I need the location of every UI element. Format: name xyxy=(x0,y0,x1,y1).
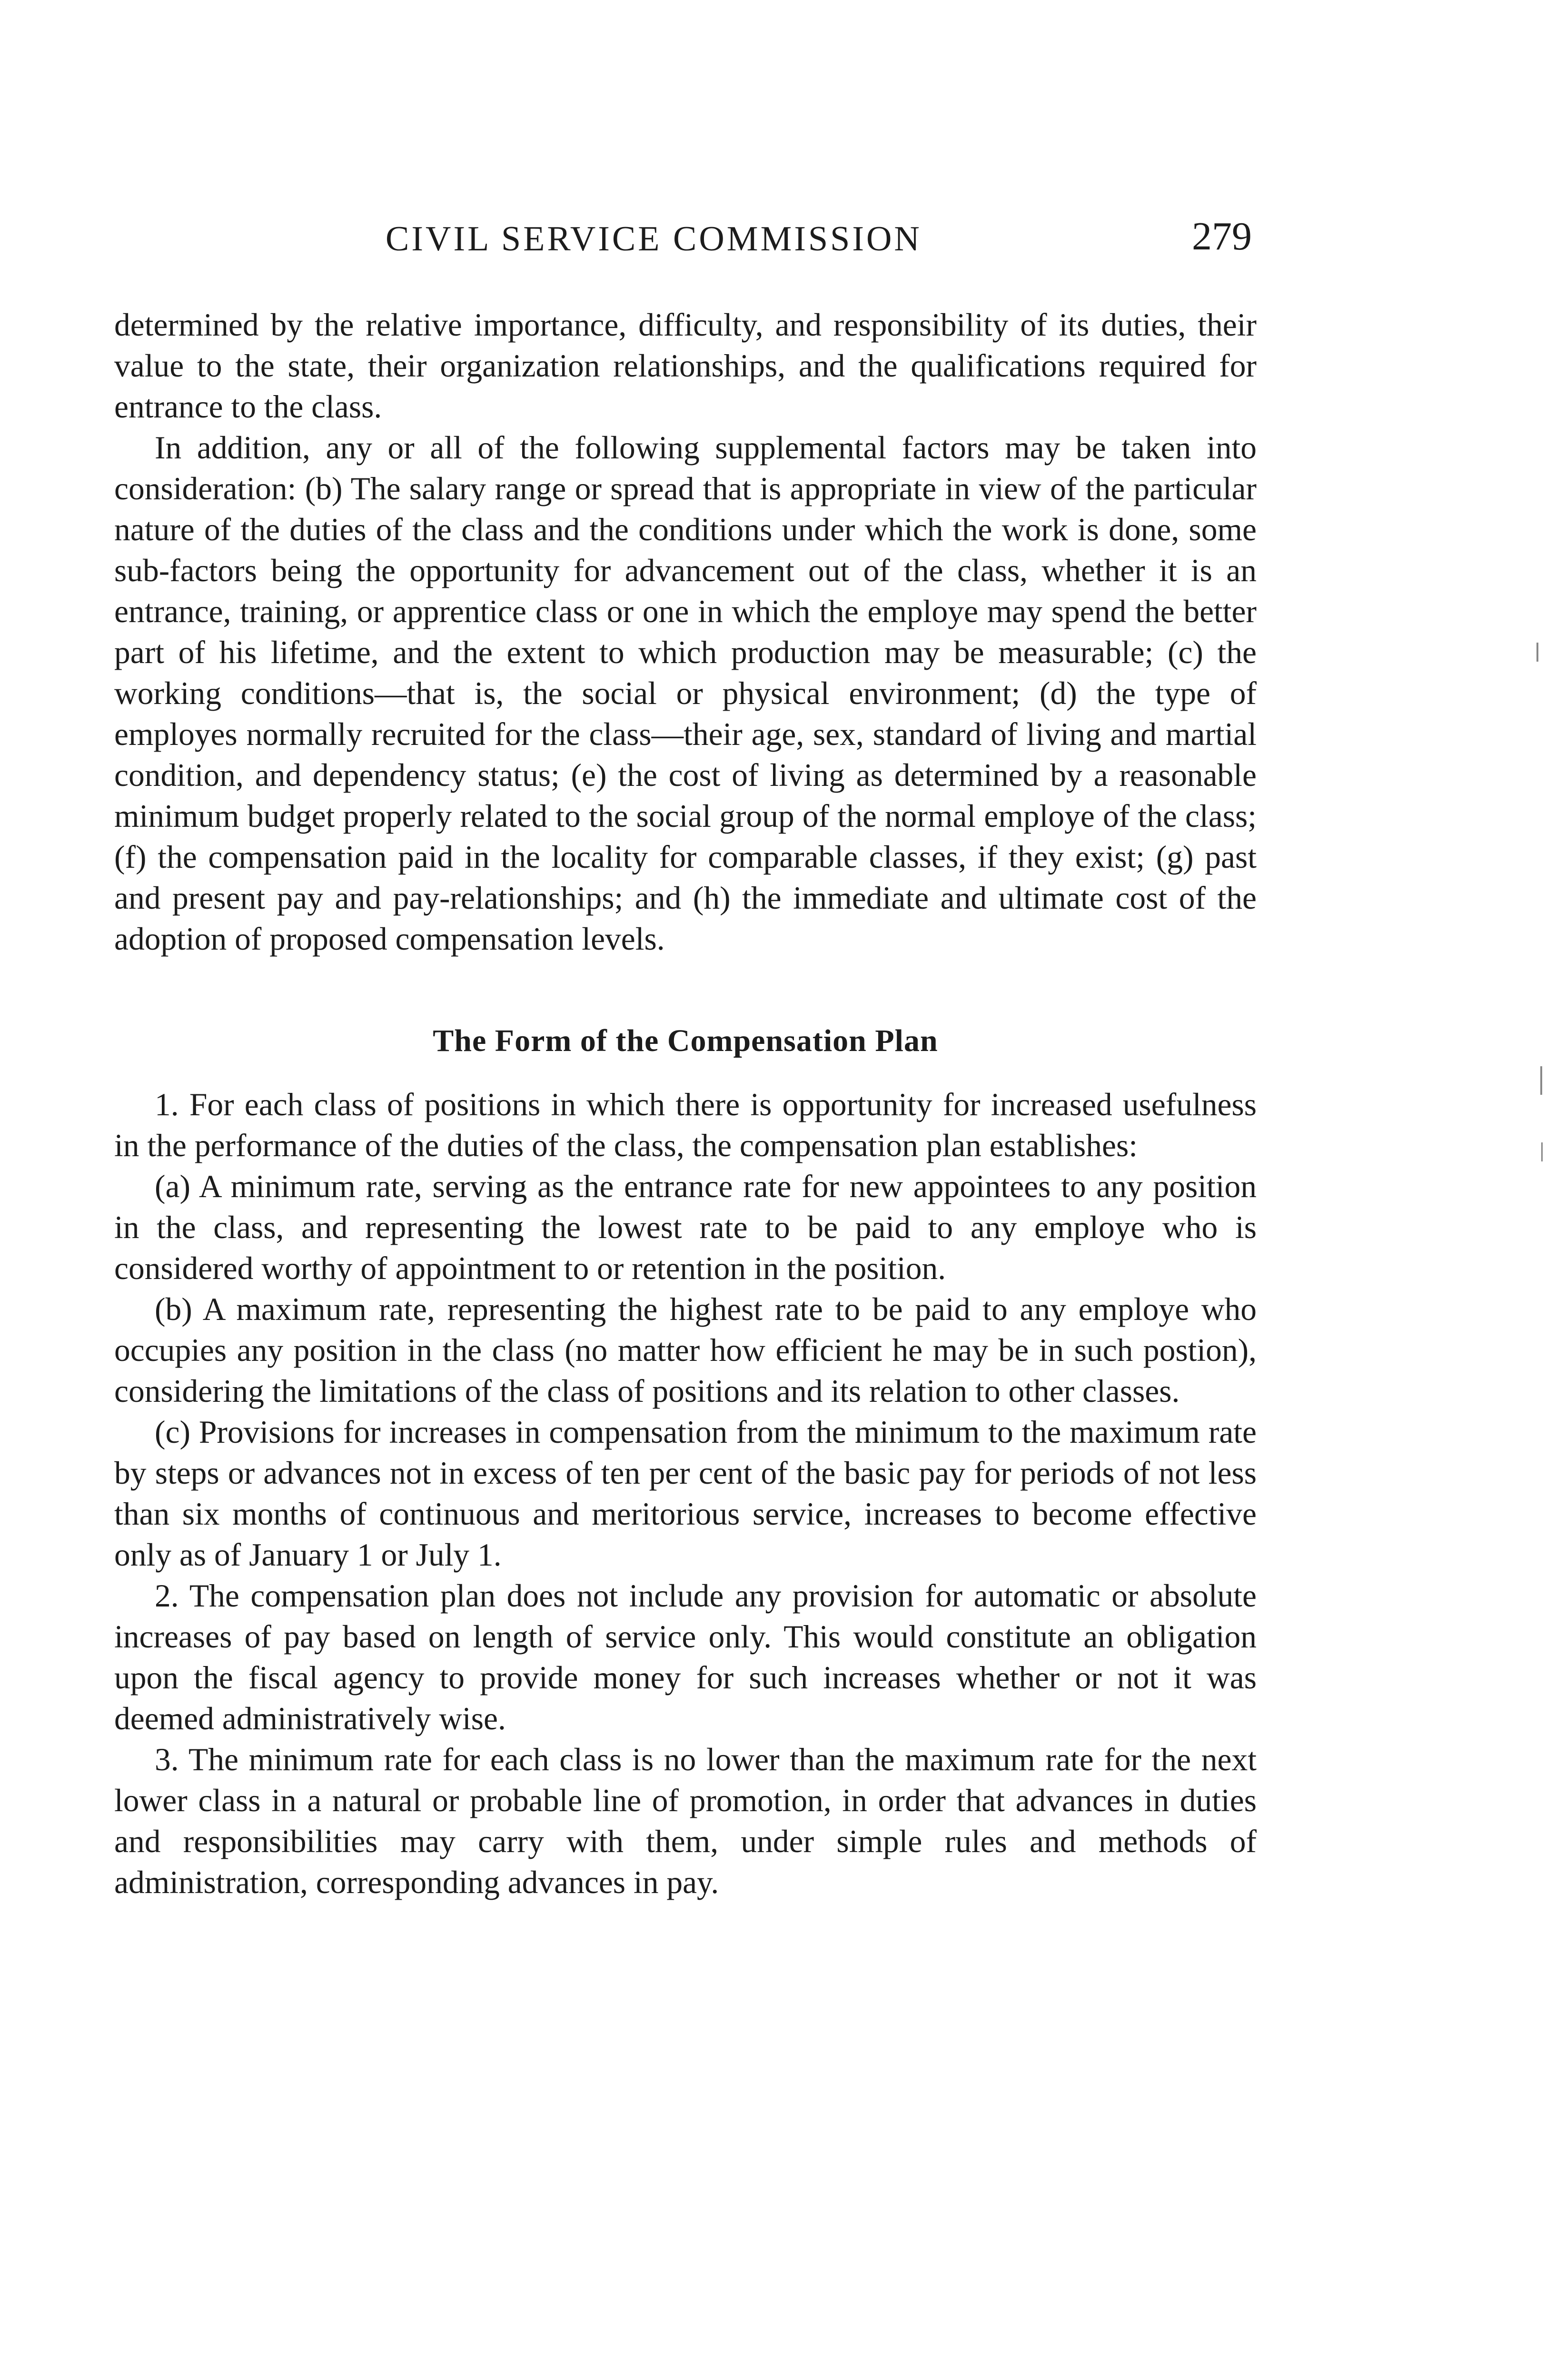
page-body xyxy=(114,305,1257,1903)
section-heading: The Form of the Compensation Plan xyxy=(433,1023,938,1058)
page-header xyxy=(386,213,1252,266)
paragraph-item-2: 2. The compensation plan does not include any provision for automatic or absolute increases of pay based on length of service only. This would constitute an obligation upon the fiscal agency to provide money for such increases whether or not it was deemed administratively wise. xyxy=(114,1578,1257,1736)
page-number: 279 xyxy=(1192,214,1252,258)
paragraph-item-1: 1. For each class of positions in which there is opportunity for increased usefulness in the performance of the duties of the class, the compensation plan establishes: xyxy=(114,1087,1257,1163)
paragraph-item-1c: (c) Provisions for increases in compensation from the minimum to the maximum rate by steps or advances not in excess of ten per cent of the basic pay for periods of not less than six months of continuous and meritorious service, increases to become effective only as of January 1 or July 1. xyxy=(114,1414,1257,1573)
paragraph-item-1b: (b) A maximum rate, representing the highest rate to be paid to any employe who occupies any position in the class (no matter how efficient he may be in such postion), considering the limitations of the class of positions and its relation to other classes. xyxy=(114,1291,1257,1409)
running-head: CIVIL SERVICE COMMISSION xyxy=(386,219,922,258)
scan-mark xyxy=(1541,1142,1543,1161)
scan-mark xyxy=(1536,643,1538,662)
paragraph-item-1a: (a) A minimum rate, serving as the entrance rate for new appointees to any position in the class, and representing the lowest rate to be paid to any employe who is considered worthy of appointment to or retention in the position. xyxy=(114,1169,1257,1286)
paragraph-item-3: 3. The minimum rate for each class is no lower than the maximum rate for the next lower class in a natural or probable line of promotion, in order that advances in duties and responsibilities may carry with them, under simple rules and methods of administration, corresponding advances in pay. xyxy=(114,1742,1257,1900)
paragraph-continuation: determined by the relative importance, difficulty, and responsibility of its duties, their value to the state, their organization relationships, and the qualifications required for entrance to the class. xyxy=(114,307,1257,425)
paragraph-supplemental-factors: In addition, any or all of the following supplemental factors may be taken into consideration: (b) The salary range or spread that is appropriate in view of the particular nature of the duties of the class and the conditions under which the work is done, some sub-factors being the opportunity for advancement out of the class, whether it is an entrance, training, or apprentice class or one in which the employe may spend the better part of his lifetime, and the extent to which production may be measurable; (c) the working conditions—that is, the social or physical environment; (d) the type of employes normally recruited for the class—their age, sex, standard of living and martial condition, and dependency status; (e) the cost of living as determined by a reasonable minimum budget properly related to the social group of the normal employe of the class; (f) the compensation paid in the locality for comparable classes, if they exist; (g) past and present pay and pay-relationships; and (h) the immediate and ultimate cost of the adoption of proposed compensation levels. xyxy=(114,430,1257,957)
scan-mark xyxy=(1540,1066,1542,1095)
